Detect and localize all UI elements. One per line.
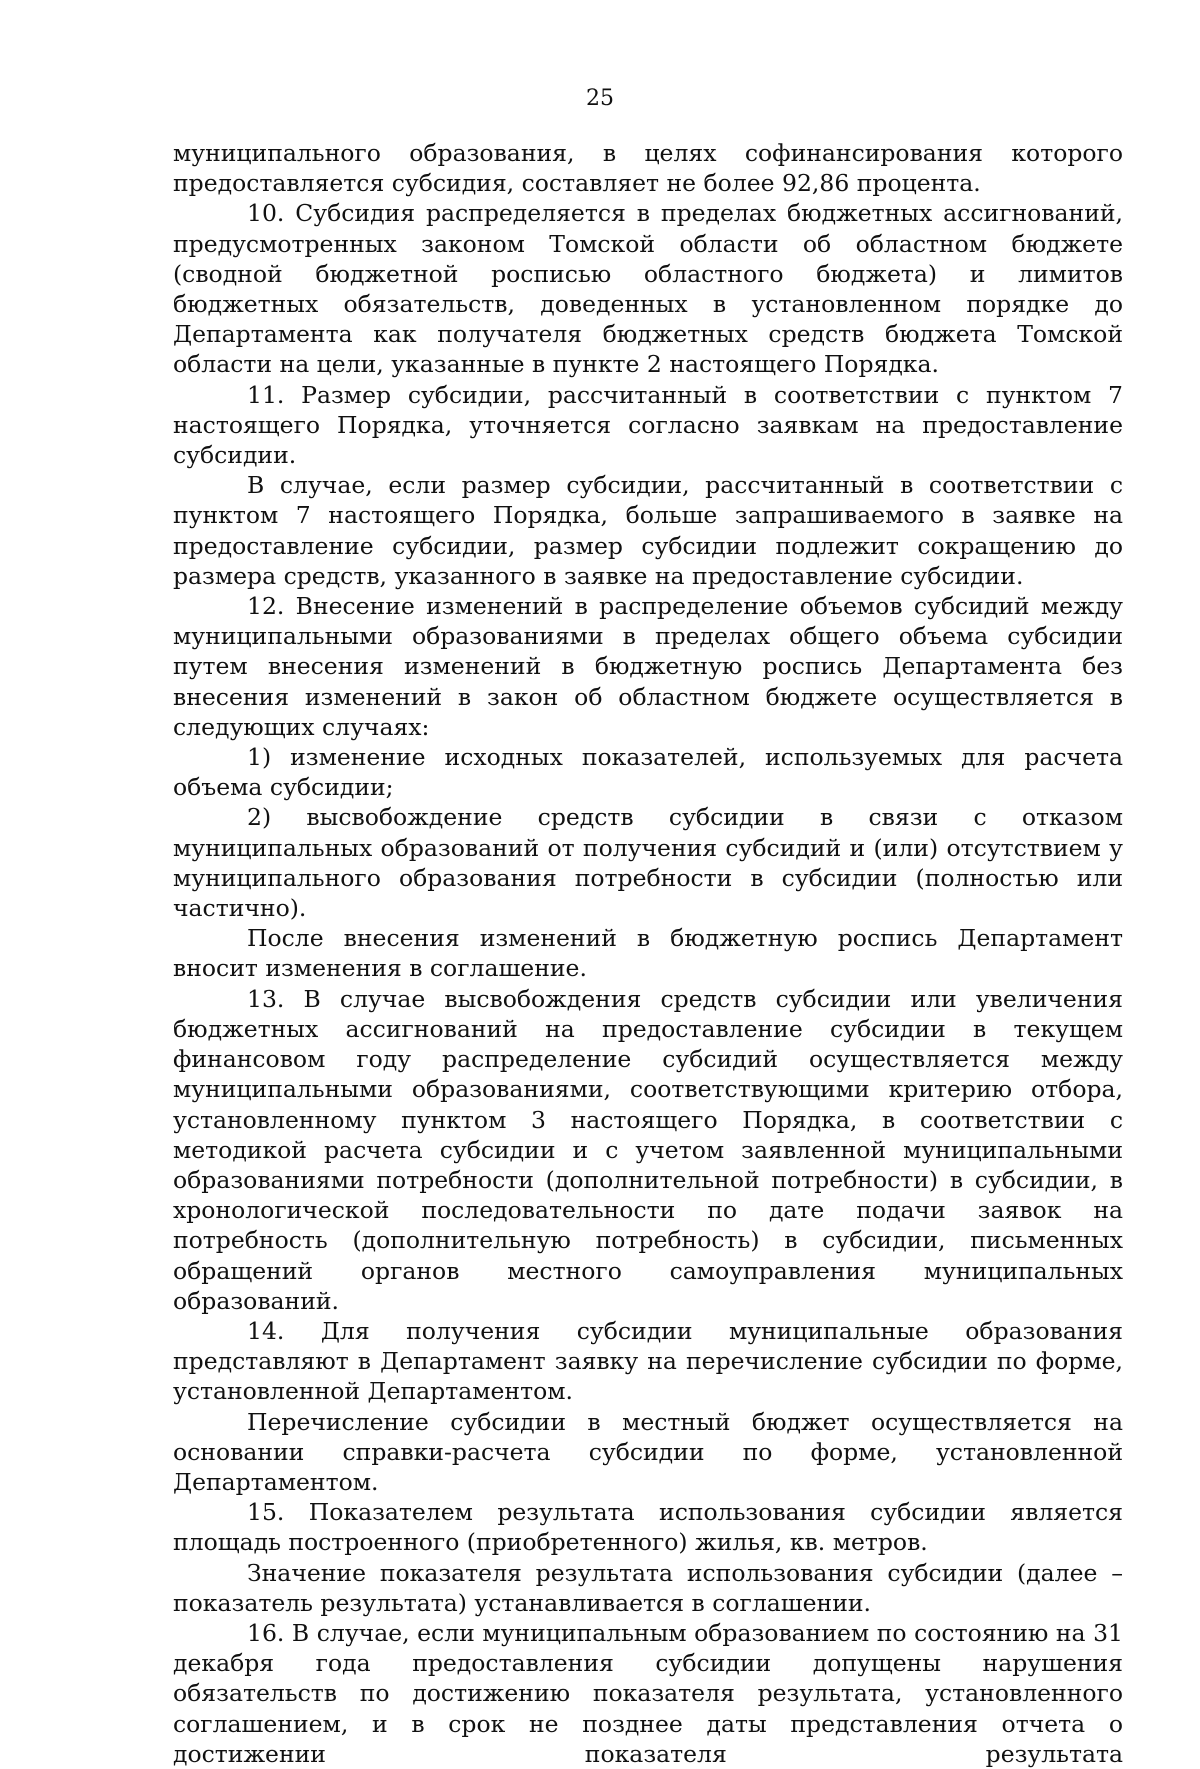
paragraph: Значение показателя результата использования субсидии (далее – показатель результата) устанавливается в соглашении. [173, 1558, 1123, 1617]
page-number: 25 [586, 86, 614, 111]
paragraph: 2) высвобождение средств субсидии в связи с отказом муниципальных образований от получения субсидий и (или) отсутствием у муниципального образования потребности в субсидии (полностью или частично). [173, 803, 1123, 923]
paragraph: 1) изменение исходных показателей, используемых для расчета объема субсидии; [173, 743, 1123, 802]
paragraph: 11. Размер субсидии, рассчитанный в соответствии с пунктом 7 настоящего Порядка, уточняется согласно заявкам на предоставление субсидии. [173, 380, 1123, 470]
document-body [173, 138, 1123, 1769]
paragraph: В случае, если размер субсидии, рассчитанный в соответствии с пунктом 7 настоящего Порядка, больше запрашиваемого в заявке на предоставление субсидии, размер субсидии подлежит сокращению до размера средств, указанного в заявке на предоставление субсидии. [173, 471, 1123, 590]
paragraph: 14. Для получения субсидии муниципальные образования представляют в Департамент заявку на перечисление субсидии по форме, установленной Департаментом. [173, 1316, 1123, 1406]
paragraph: муниципального образования, в целях софинансирования которого предоставляется субсидия, составляет не более 92,86 процента. [173, 139, 1123, 198]
paragraph: 13. В случае высвобождения средств субсидии или увеличения бюджетных ассигнований на предоставление субсидии в текущем финансовом году распределение субсидий осуществляется между муниципальными образованиями, соответствующими критерию отбора, установленному пунктом 3 настоящего Порядка, в соответствии с методикой расчета субсидии и с учетом заявленной муниципальными образованиями потребности (дополнительной потребности) в субсидии, в хронологической последовательности по дате подачи заявок на потребность (дополнительную потребность) в субсидии, письменных обращений органов местного самоуправления муниципальных образований. [173, 984, 1123, 1315]
paragraph: 10. Субсидия распределяется в пределах бюджетных ассигнований, предусмотренных законом Томской области об областном бюджете (сводной бюджетной росписью областного бюджета) и лимитов бюджетных обязательств, доведенных в установленном порядке до Департамента как получателя бюджетных средств бюджета Томской области на цели, указанные в пункте 2 настоящего Порядка. [173, 199, 1123, 379]
paragraph: 15. Показателем результата использования субсидии является площадь построенного (приобретенного) жилья, кв. метров. [173, 1498, 1123, 1557]
paragraph: 12. Внесение изменений в распределение объемов субсидий между муниципальными образованиями в пределах общего объема субсидии путем внесения изменений в бюджетную роспись Департамента без внесения изменений в закон об областном бюджете осуществляется в следующих случаях: [173, 592, 1123, 741]
paragraph: Перечисление субсидии в местный бюджет осуществляется на основании справки-расчета субсидии по форме, установленной Департаментом. [173, 1407, 1123, 1496]
paragraph: После внесения изменений в бюджетную роспись Департамент вносит изменения в соглашение. [173, 924, 1123, 983]
paragraph: 16. В случае, если муниципальным образованием по состоянию на 31 декабря года предоставления субсидии допущены нарушения обязательств по достижению показателя результата, установленного соглашением, и в срок не позднее даты представления отчета о достижении показателя результата [173, 1618, 1123, 1768]
